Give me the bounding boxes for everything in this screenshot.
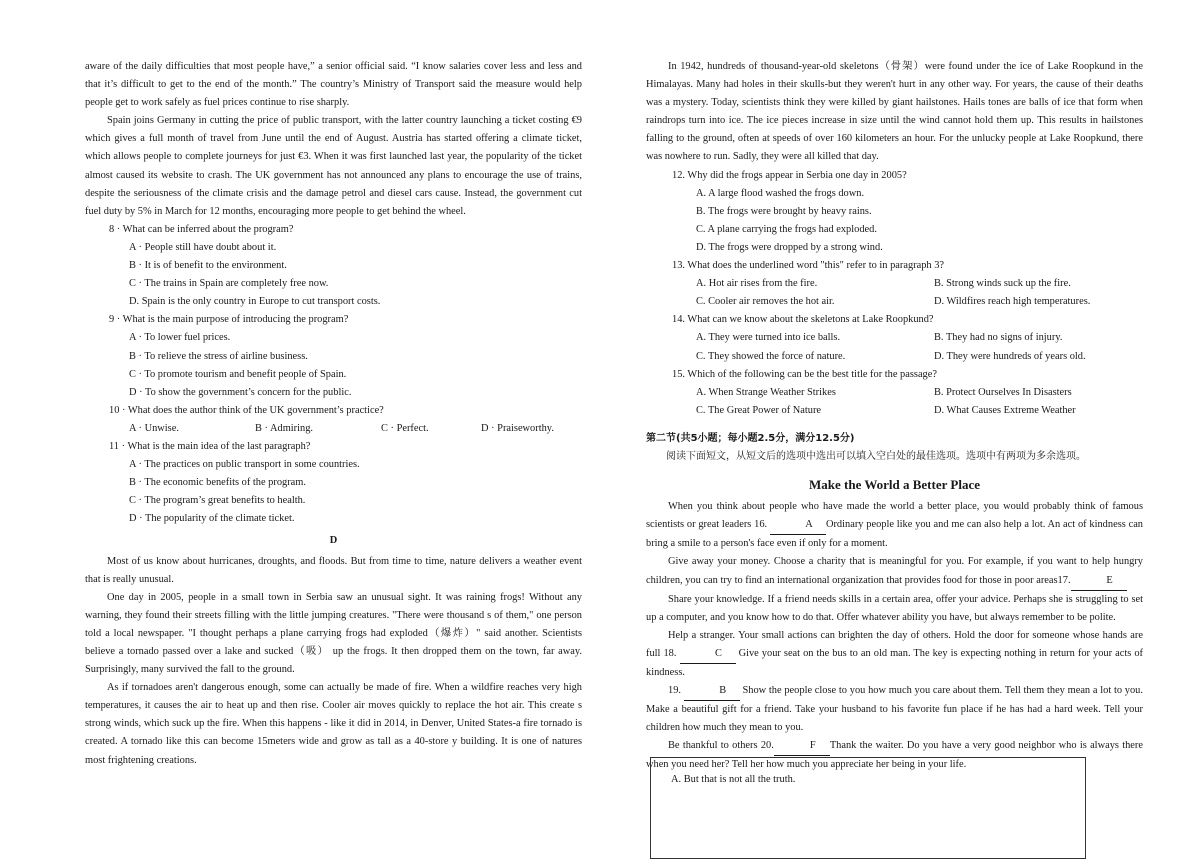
- paragraph: Most of us know about hurricanes, droughts, and floods. But from time to time, nature delivers a weather event that is really unusual.: [85, 555, 582, 585]
- text: Help a stranger. Your small actions can brighten the day of others. Hold the door for someone whose hands are full 18.: [646, 629, 1143, 659]
- option: A. A large flood washed the frogs down.: [696, 187, 865, 199]
- option: C. They showed the force of nature.: [696, 350, 846, 362]
- question-8: [85, 221, 582, 311]
- question-10: [85, 402, 582, 438]
- text: Thank the waiter. Do you have a very good neighbor who is always there when you need her? Tell her how much you appreciate her being in your life.: [646, 740, 1143, 771]
- passage-title: Make the World a Better Place: [808, 477, 980, 493]
- option-row: [646, 402, 1143, 420]
- question-15: [646, 366, 1143, 420]
- text: 19.: [668, 685, 681, 697]
- option: C. The Great Power of Nature: [696, 404, 822, 416]
- option: A · People still have doubt about it.: [129, 241, 277, 253]
- text: Ordinary people like you and me can also help a lot. An act of kindness can bring a smile to a person's face even if only for a moment.: [646, 519, 1143, 550]
- section-heading: D: [329, 535, 338, 547]
- paragraph: aware of the daily difficulties that most people have,” a senior official said. “I know salaries cover less and less and that it’s difficult to get to the end of the month.” The country’s Ministry of Transport said the measure would help people get to work safely as fuel prices continue to rise sharply.: [85, 61, 582, 109]
- option-row: [646, 348, 1143, 366]
- question-stem: 14. What can we know about the skeletons at Lake Roopkund?: [672, 314, 934, 326]
- option: A. But that is not all the truth.: [671, 774, 796, 785]
- section-heading: 第二节(共5小题；每小题2.5分，满分12.5分): [646, 432, 855, 444]
- paragraph: As if tornadoes aren't dangerous enough, some can actually be made of fire. When a wildfire reaches very high temperatures, it causes the air to heat up and then rise. Cooler air moves quickly to replace the hot air. This create s strong winds, which suck up the fire. When this happens - like it did in 2014, in Denver, United States-a fire tornado is created. A tornado like this can become 15meters wide and grow as tall as a 40-store y building. It is one of natures most frightening creations.: [85, 682, 582, 766]
- section-instruction: 阅读下面短文，从短文后的选项中选出可以填入空白处的最佳选项。选项中有两项为多余选项。: [666, 450, 1086, 462]
- text: When you think about people who have made the world a better place, you would probably think of famous scientists or great leaders 16.: [646, 501, 1143, 531]
- option: C. Cooler air removes the hot air.: [696, 296, 835, 308]
- option-row: [646, 384, 1143, 402]
- question-stem: 9 · What is the main purpose of introducing the program?: [109, 314, 349, 326]
- option: D · The popularity of the climate ticket.: [129, 513, 295, 525]
- answer-blank: A: [770, 516, 826, 535]
- paragraph: Share your knowledge. If a friend needs skills in a certain area, offer your advice. Perhaps she is struggling to set up a computer, and you know how to do that. Offer whatever ability you have, but always remember to be polite.: [646, 593, 1143, 623]
- right-column: [646, 58, 1143, 775]
- option: A. Hot air rises from the fire.: [696, 278, 818, 290]
- option-row: [646, 275, 1143, 293]
- answer-blank: F: [774, 737, 830, 756]
- option-row: [646, 293, 1143, 311]
- paragraph: [646, 627, 1143, 682]
- option: B · The economic benefits of the program.: [129, 477, 306, 489]
- answer-blank: B: [684, 682, 740, 701]
- option: A. When Strange Weather Strikes: [696, 386, 836, 398]
- option: D. Spain is the only country in Europe to cut transport costs.: [129, 296, 381, 308]
- text: Give away your money. Choose a charity that is meaningful for you. For example, if you want to help hungry children, you can try to find an international organization that provides food for those in poor areas17.: [646, 556, 1143, 586]
- option: A. They were turned into ice balls.: [696, 332, 841, 344]
- question-14: [646, 311, 1143, 365]
- options-box: [650, 757, 1086, 859]
- option: B · To relieve the stress of airline business.: [129, 350, 308, 362]
- option: A · To lower fuel prices.: [129, 332, 231, 344]
- paragraph: One day in 2005, people in a small town in Serbia saw an unusual sight. It was raining frogs! Without any warning, they found their streets filling with the little jumping creatures. "There were thousand s of them," one person told a local newspaper. "I thought perhaps a plane carrying frogs had exploded（爆炸）" said another. Scientists believe a tornado passed over a lake and sucked（吸） up the frogs. It then dropped them on the town, far away. Surprisingly, many survived the fall to the ground.: [85, 591, 582, 676]
- option: B. Strong winds suck up the fire.: [934, 278, 1071, 290]
- answer-blank: E: [1071, 572, 1127, 591]
- question-stem: 12. Why did the frogs appear in Serbia one day in 2005?: [672, 169, 907, 181]
- left-column: [85, 58, 582, 770]
- paragraph: [646, 498, 1143, 553]
- question-stem: 10 · What does the author think of the UK government’s practice?: [109, 404, 384, 416]
- option: B · It is of benefit to the environment.: [129, 260, 287, 272]
- question-stem: 15. Which of the following can be the best title for the passage?: [672, 368, 937, 380]
- question-13: [646, 257, 1143, 311]
- paragraph: [646, 682, 1143, 737]
- answer-blank: C: [680, 645, 736, 664]
- option: B. They had no signs of injury.: [934, 332, 1063, 344]
- option: A · The practices on public transport in some countries.: [129, 459, 360, 471]
- option: C. A plane carrying the frogs had exploded.: [696, 223, 877, 235]
- option: D. They were hundreds of years old.: [934, 350, 1086, 362]
- option: D. The frogs were dropped by a strong wind.: [696, 241, 883, 253]
- text: Be thankful to others 20.: [668, 740, 774, 752]
- option-row: [646, 329, 1143, 347]
- option-row: [85, 420, 582, 438]
- question-stem: 11 · What is the main idea of the last paragraph?: [109, 440, 311, 452]
- paragraph: In 1942, hundreds of thousand-year-old skeletons（骨架）were found under the ice of Lake Roopkund in the Himalayas. Many had holes in their skulls-but they weren't hurt in any other way. For years, the cause of their deaths was a mystery. Today, scientists think they were killed by giant hailstones. Hails tones are balls of ice that form when raindrops turn into ice. The ice pieces increase in size until the wind cannot hold them up. This results in hailstones falling to the ground, often at speeds of over 160 kilometers an hour. For the unlucky people at Lake Roopkund, there was nowhere to run. Sadly, they were all killed that day.: [646, 61, 1143, 163]
- option: C · The trains in Spain are completely free now.: [129, 278, 329, 290]
- option: B · Admiring.: [255, 422, 314, 434]
- paragraph: [646, 553, 1143, 590]
- option: B. The frogs were brought by heavy rains.: [696, 205, 872, 217]
- question-stem: 8 · What can be inferred about the program?: [109, 223, 294, 235]
- text: Give your seat on the bus to an old man. The key is expecting nothing in return for your acts of kindness.: [646, 647, 1143, 678]
- option: C · The program’s great benefits to health.: [129, 495, 306, 507]
- question-12: [646, 167, 1143, 257]
- option: D. What Causes Extreme Weather: [934, 404, 1076, 416]
- option: B. Protect Ourselves In Disasters: [934, 386, 1072, 398]
- option: A · Unwise.: [129, 422, 179, 434]
- paragraph: Spain joins Germany in cutting the price of public transport, with the latter country launching a ticket costing €9 which gives a full month of travel from June until the end of August. Austria has started offering a climate ticket, which allows people to complete journeys for just €3. When it was first launched last year, the popularity of the ticket almost caused its website to crash. The UK government has not announced any plans to encourage the use of trains, despite the seriousness of the climate crisis and the damage petrol and diesel cars cause. Instead, the government cut fuel duty by 5% in March for 12 months, encouraging more people to get behind the wheel.: [85, 115, 582, 217]
- option: D. Wildfires reach high temperatures.: [934, 296, 1091, 308]
- option: C · Perfect.: [381, 422, 429, 434]
- option: C · To promote tourism and benefit people of Spain.: [129, 368, 347, 380]
- option: D · Praiseworthy.: [481, 422, 554, 434]
- question-stem: 13. What does the underlined word "this" refer to in paragraph 3?: [672, 260, 945, 272]
- text: Show the people close to you how much you care about them. Tell them they mean a lot to you. Make a beautiful gift for a friend. Take your husband to his favorite fun place if he has had a hard week. Tell your children how much they mean to you.: [646, 685, 1143, 734]
- question-9: [85, 311, 582, 401]
- question-11: [85, 438, 582, 528]
- option: D · To show the government’s concern for the public.: [129, 386, 352, 398]
